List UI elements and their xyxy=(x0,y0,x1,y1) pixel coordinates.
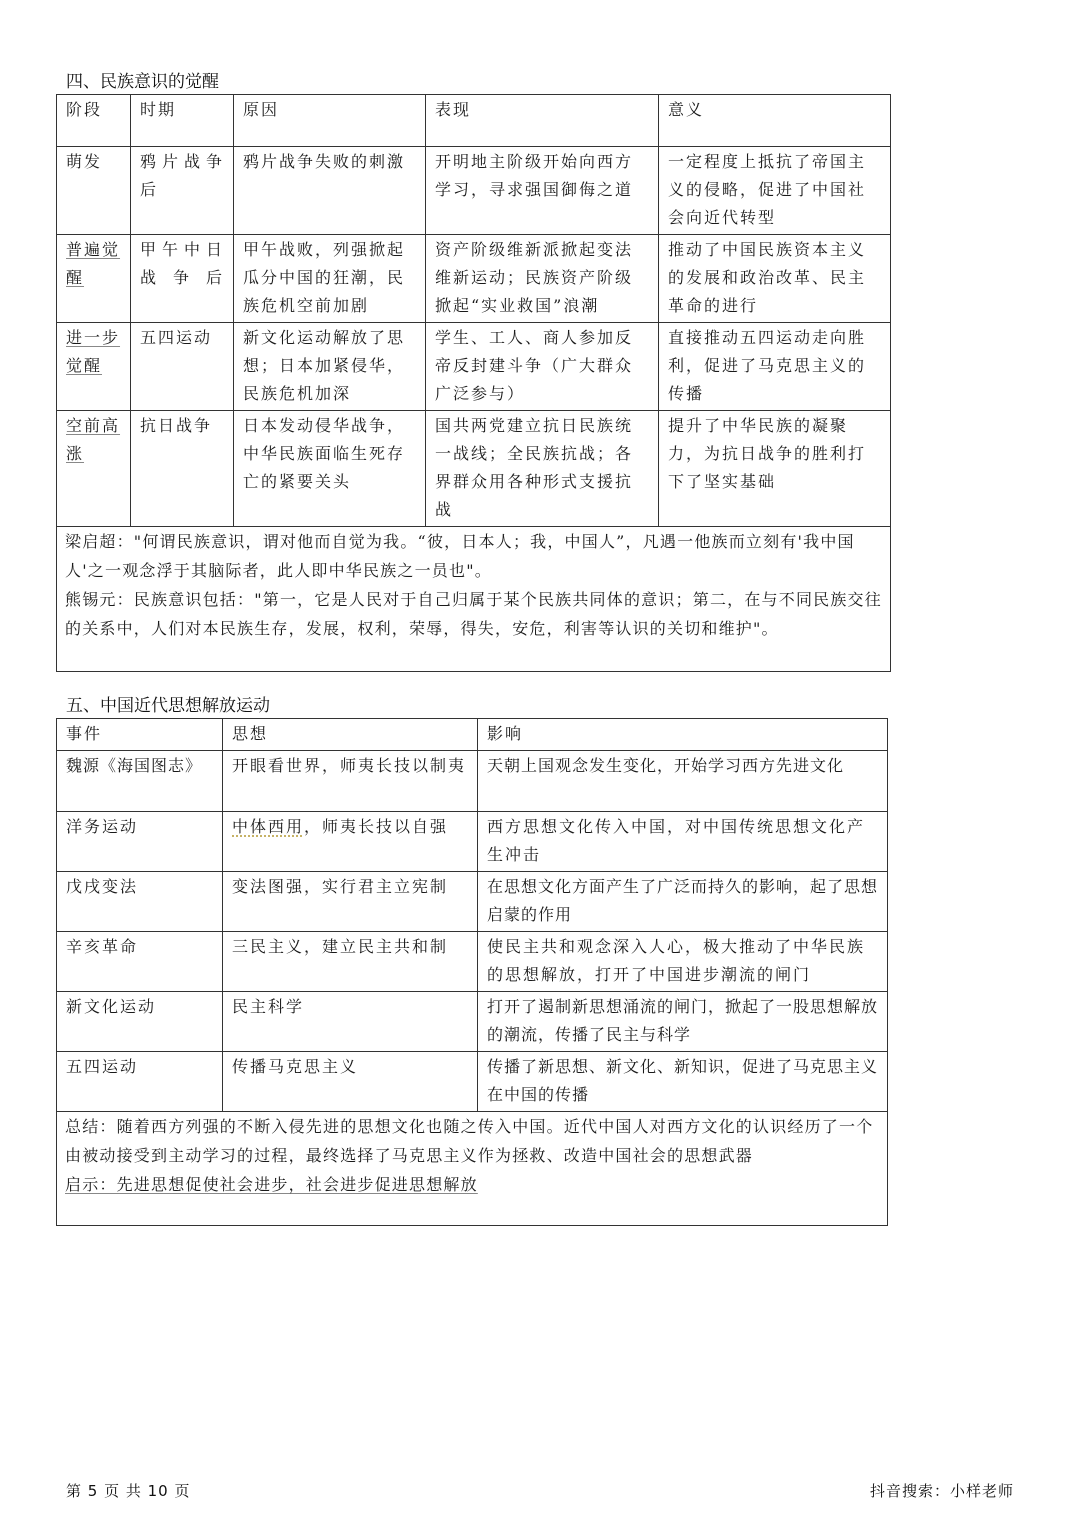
stage-cell: 空前高涨 xyxy=(57,411,131,527)
thought-cell: 开眼看世界，师夷长技以制夷 xyxy=(223,751,478,812)
event-cell: 五四运动 xyxy=(57,1052,223,1112)
event-cell: 洋务运动 xyxy=(57,812,223,872)
significance-cell: 提升了中华民族的凝聚力，为抗日战争的胜利打下了坚实基础 xyxy=(659,411,891,527)
table-row xyxy=(57,411,891,527)
table-row xyxy=(57,932,888,992)
event-cell: 辛亥革命 xyxy=(57,932,223,992)
impact-cell: 在思想文化方面产生了广泛而持久的影响，起了思想启蒙的作用 xyxy=(478,872,888,932)
thought-text: ，师夷长技以自强 xyxy=(304,817,449,836)
thought-cell: 传播马克思主义 xyxy=(223,1052,478,1112)
page-number: 第 5 页 共 10 页 xyxy=(66,1482,191,1500)
event-cell: 戊戌变法 xyxy=(57,872,223,932)
header-event: 事件 xyxy=(57,719,223,751)
header-significance: 意义 xyxy=(659,95,891,147)
significance-cell: 直接推动五四运动走向胜利，促进了马克思主义的传播 xyxy=(659,323,891,411)
period-cell: 鸦片战争后 xyxy=(131,147,234,235)
impact-cell: 打开了遏制新思想涌流的闸门，掀起了一股思想解放的潮流，传播了民主与科学 xyxy=(478,992,888,1052)
header-thought: 思想 xyxy=(223,719,478,751)
summary-cell xyxy=(57,1112,888,1226)
douyin-search-note: 抖音搜索：小样老师 xyxy=(869,1482,1014,1500)
stage-cell: 普遍觉醒 xyxy=(57,235,131,323)
national-awareness-table xyxy=(56,94,891,672)
table-row xyxy=(57,147,891,235)
summary-text: 总结：随着西方列强的不断入侵先进的思想文化也随之传入中国。近代中国人对西方文化的认识经历了一个由被动接受到主动学习的过程，最终选择了马克思主义作为拯救、改造中国社会的思想武器 xyxy=(65,1117,874,1165)
manifestation-cell: 学生、工人、商人参加反帝反封建斗争（广大群众广泛参与） xyxy=(426,323,659,411)
header-period: 时期 xyxy=(131,95,234,147)
cause-cell: 鸦片战争失败的刺激 xyxy=(234,147,426,235)
stage-cell: 进一步觉醒 xyxy=(57,323,131,411)
thought-cell: 三民主义，建立民主共和制 xyxy=(223,932,478,992)
table-row xyxy=(57,872,888,932)
table-header-row xyxy=(57,719,888,751)
thought-cell: 民主科学 xyxy=(223,992,478,1052)
table-row xyxy=(57,992,888,1052)
header-cause: 原因 xyxy=(234,95,426,147)
header-stage: 阶段 xyxy=(57,95,131,147)
table-row xyxy=(57,751,888,812)
significance-cell: 推动了中国民族资本主义的发展和政治改革、民主革命的进行 xyxy=(659,235,891,323)
summary-row xyxy=(57,1112,888,1226)
section4-title: 四、民族意识的觉醒 xyxy=(66,72,219,92)
table-row xyxy=(57,235,891,323)
manifestation-cell: 开明地主阶级开始向西方学习，寻求强国御侮之道 xyxy=(426,147,659,235)
thought-cell xyxy=(223,812,478,872)
period-cell: 抗日战争 xyxy=(131,411,234,527)
period-cell: 甲午中日战争后 xyxy=(131,235,234,323)
event-cell: 魏源《海国图志》 xyxy=(57,751,223,812)
header-impact: 影响 xyxy=(478,719,888,751)
impact-cell: 天朝上国观念发生变化，开始学习西方先进文化 xyxy=(478,751,888,812)
thought-cell: 变法图强，实行君主立宪制 xyxy=(223,872,478,932)
quote-row xyxy=(57,527,891,672)
xiong-xiyuan-quote: 熊锡元：民族意识包括："第一，它是人民对于自己归属于某个民族共同体的意识；第二，在与不同民族交往的关系中，人们对本民族生存，发展，权利，荣辱，得失，安危，利害等认识的关切和维护"。 xyxy=(65,590,882,638)
cause-cell: 新文化运动解放了思想；日本加紧侵华，民族危机加深 xyxy=(234,323,426,411)
period-cell: 五四运动 xyxy=(131,323,234,411)
cause-cell: 甲午战败，列强掀起瓜分中国的狂潮，民族危机空前加剧 xyxy=(234,235,426,323)
header-manifestation: 表现 xyxy=(426,95,659,147)
impact-cell: 传播了新思想、新文化、新知识，促进了马克思主义在中国的传播 xyxy=(478,1052,888,1112)
liang-qichao-quote: 梁启超："何谓民族意识，谓对他而自觉为我。“彼，日本人；我，中国人”，凡遇一他族而立刻有'我中国人'之一观念浮于其脑际者，此人即中华民族之一员也"。 xyxy=(65,532,855,580)
manifestation-cell: 国共两党建立抗日民族统一战线；全民族抗战；各界群众用各种形式支援抗战 xyxy=(426,411,659,527)
table-row xyxy=(57,812,888,872)
cause-cell: 日本发动侵华战争，中华民族面临生死存亡的紧要关头 xyxy=(234,411,426,527)
stage-cell: 萌发 xyxy=(57,147,131,235)
section5-title: 五、中国近代思想解放运动 xyxy=(66,696,270,716)
table-row xyxy=(57,323,891,411)
significance-cell: 一定程度上抵抗了帝国主义的侵略，促进了中国社会向近代转型 xyxy=(659,147,891,235)
zhongti-xiyong-term: 中体西用 xyxy=(232,817,305,836)
quote-cell xyxy=(57,527,891,672)
insight-text: 启示：先进思想促使社会进步，社会进步促进思想解放 xyxy=(65,1175,478,1194)
thought-liberation-table xyxy=(56,718,888,1226)
table-header-row xyxy=(57,95,891,147)
impact-cell: 使民主共和观念深入人心，极大推动了中华民族的思想解放，打开了中国进步潮流的闸门 xyxy=(478,932,888,992)
table-row xyxy=(57,1052,888,1112)
impact-cell: 西方思想文化传入中国，对中国传统思想文化产生冲击 xyxy=(478,812,888,872)
event-cell: 新文化运动 xyxy=(57,992,223,1052)
manifestation-cell: 资产阶级维新派掀起变法维新运动；民族资产阶级掀起“实业救国”浪潮 xyxy=(426,235,659,323)
